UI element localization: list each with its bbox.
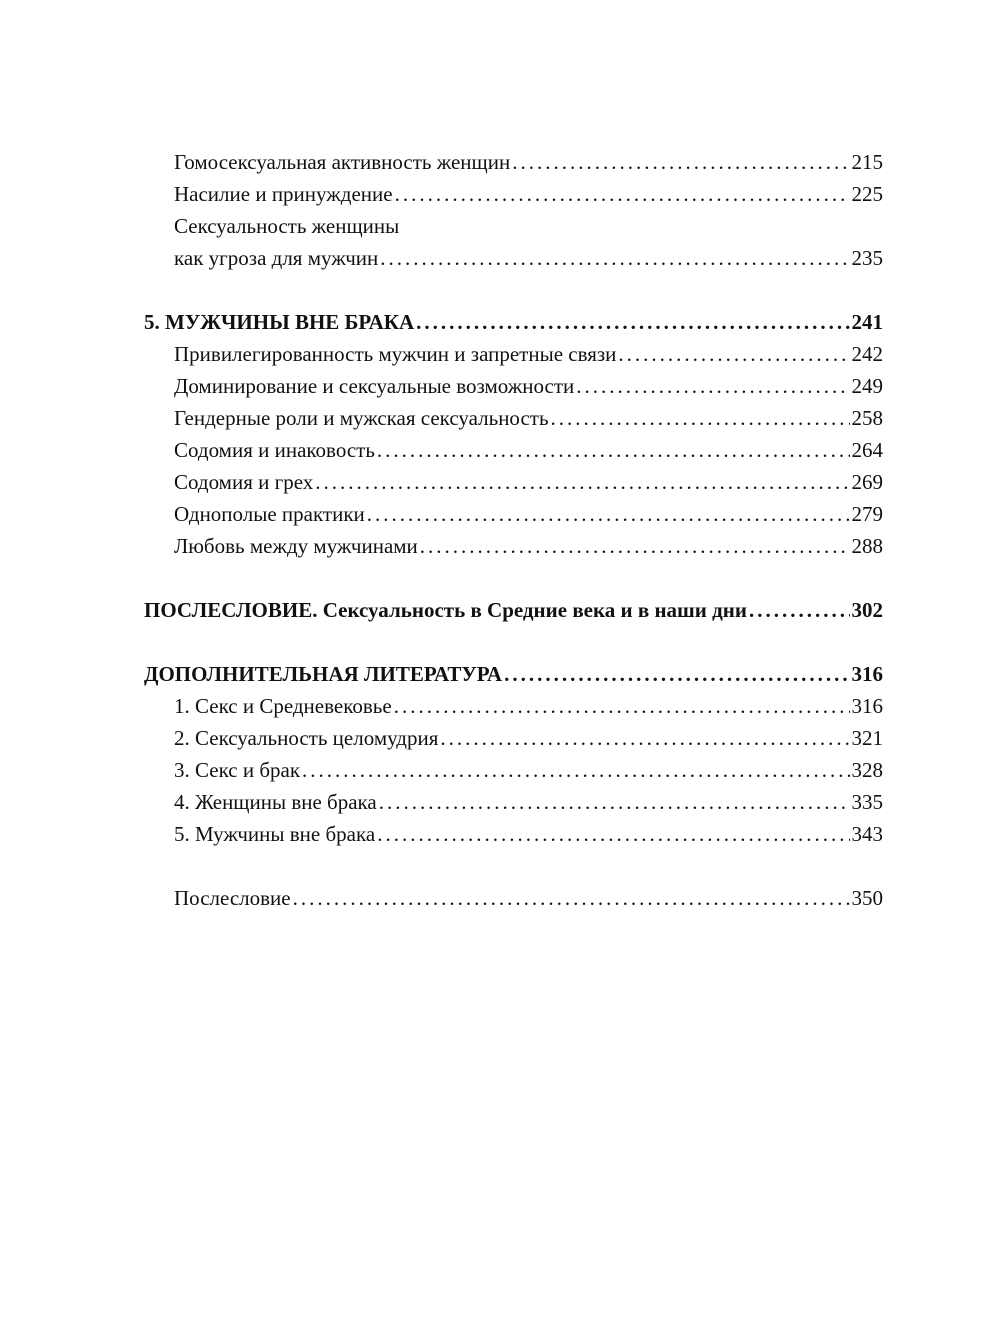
dot-leader <box>749 594 850 626</box>
toc-entry[interactable] <box>144 690 883 722</box>
toc-entry[interactable] <box>144 530 883 562</box>
dot-leader <box>440 722 849 754</box>
toc-entry-title: 4. Женщины вне брака <box>174 790 377 814</box>
spacer <box>144 562 883 594</box>
spacer <box>144 850 883 882</box>
toc-entry-page: 264 <box>851 438 883 462</box>
toc-entry-page: 235 <box>851 246 883 270</box>
toc-entry-page: 321 <box>851 726 883 750</box>
dot-leader <box>512 146 849 178</box>
toc-entry[interactable] <box>144 722 883 754</box>
toc-entry[interactable] <box>144 754 883 786</box>
dot-leader <box>395 178 850 210</box>
toc-chapter[interactable] <box>144 594 883 626</box>
dot-leader <box>377 434 850 466</box>
toc-chapter-page: 302 <box>851 598 883 622</box>
spacer <box>144 274 883 306</box>
toc-entry-page: 343 <box>851 822 883 846</box>
dot-leader <box>379 786 850 818</box>
toc-chapter-title: ДОПОЛНИТЕЛЬНАЯ ЛИТЕРАТУРА <box>144 662 503 686</box>
dot-leader <box>551 402 850 434</box>
toc-entry-page: 350 <box>851 886 883 910</box>
toc-chapter-title: 5. МУЖЧИНЫ ВНЕ БРАКА <box>144 310 415 334</box>
toc-entry-title: 1. Секс и Средневековье <box>174 694 392 718</box>
dot-leader <box>315 466 849 498</box>
toc-entry-page: 316 <box>851 694 883 718</box>
dot-leader <box>420 530 850 562</box>
toc-entry-page: 279 <box>851 502 883 526</box>
toc-entry-page: 242 <box>851 342 883 366</box>
toc-entry-title: Привилегированность мужчин и запретные связи <box>174 342 617 366</box>
toc-entry-title: Гомосексуальная активность женщин <box>174 150 511 174</box>
toc-entry-title: Насилие и принуждение <box>174 182 393 206</box>
dot-leader <box>394 690 850 722</box>
table-of-contents <box>144 146 883 914</box>
dot-leader <box>377 818 849 850</box>
toc-chapter-page: 316 <box>851 662 883 686</box>
toc-entry-page: 225 <box>851 182 883 206</box>
toc-entry-title: Гендерные роли и мужская сексуальность <box>174 406 549 430</box>
toc-entry-page: 215 <box>851 150 883 174</box>
toc-entry-page: 328 <box>851 758 883 782</box>
toc-entry-page: 258 <box>851 406 883 430</box>
toc-entry-title: Содомия и инаковость <box>174 438 375 462</box>
dot-leader <box>293 882 850 914</box>
toc-entry[interactable] <box>144 786 883 818</box>
toc-entry-title: Содомия и грех <box>174 470 314 494</box>
toc-entry-title: 2. Сексуальность целомудрия <box>174 726 439 750</box>
dot-leader <box>576 370 849 402</box>
toc-chapter-page: 241 <box>851 310 883 334</box>
toc-chapter-title: ПОСЛЕСЛОВИЕ. Сексуальность в Средние века и в наши дни <box>144 598 747 622</box>
toc-entry-page: 249 <box>851 374 883 398</box>
toc-entry[interactable] <box>144 434 883 466</box>
toc-entry[interactable] <box>144 498 883 530</box>
dot-leader <box>302 754 849 786</box>
toc-entry-page: 288 <box>851 534 883 558</box>
toc-entry-title: Доминирование и сексуальные возможности <box>174 374 575 398</box>
toc-entry-title: 3. Секс и брак <box>174 758 301 782</box>
toc-entry-page: 335 <box>851 790 883 814</box>
toc-entry-title: 5. Мужчины вне брака <box>174 822 376 846</box>
toc-entry[interactable] <box>144 242 883 274</box>
toc-entry[interactable] <box>144 818 883 850</box>
dot-leader <box>380 242 849 274</box>
toc-entry-title-line1: Сексуальность женщины <box>174 214 400 238</box>
dot-leader <box>416 306 849 338</box>
toc-entry[interactable] <box>144 338 883 370</box>
dot-leader <box>618 338 849 370</box>
toc-entry[interactable] <box>144 466 883 498</box>
toc-entry[interactable] <box>144 402 883 434</box>
toc-entry[interactable] <box>144 178 883 210</box>
dot-leader <box>504 658 849 690</box>
toc-entry-title-line2: как угроза для мужчин <box>174 246 379 270</box>
toc-chapter[interactable] <box>144 306 883 338</box>
toc-entry-title: Послесловие <box>174 886 291 910</box>
dot-leader <box>367 498 850 530</box>
toc-entry[interactable] <box>144 146 883 178</box>
toc-entry-title: Любовь между мужчинами <box>174 534 418 558</box>
spacer <box>144 626 883 658</box>
toc-entry[interactable] <box>144 370 883 402</box>
toc-entry[interactable] <box>144 882 883 914</box>
toc-entry-page: 269 <box>851 470 883 494</box>
toc-chapter[interactable] <box>144 658 883 690</box>
toc-entry-title: Однополые практики <box>174 502 365 526</box>
